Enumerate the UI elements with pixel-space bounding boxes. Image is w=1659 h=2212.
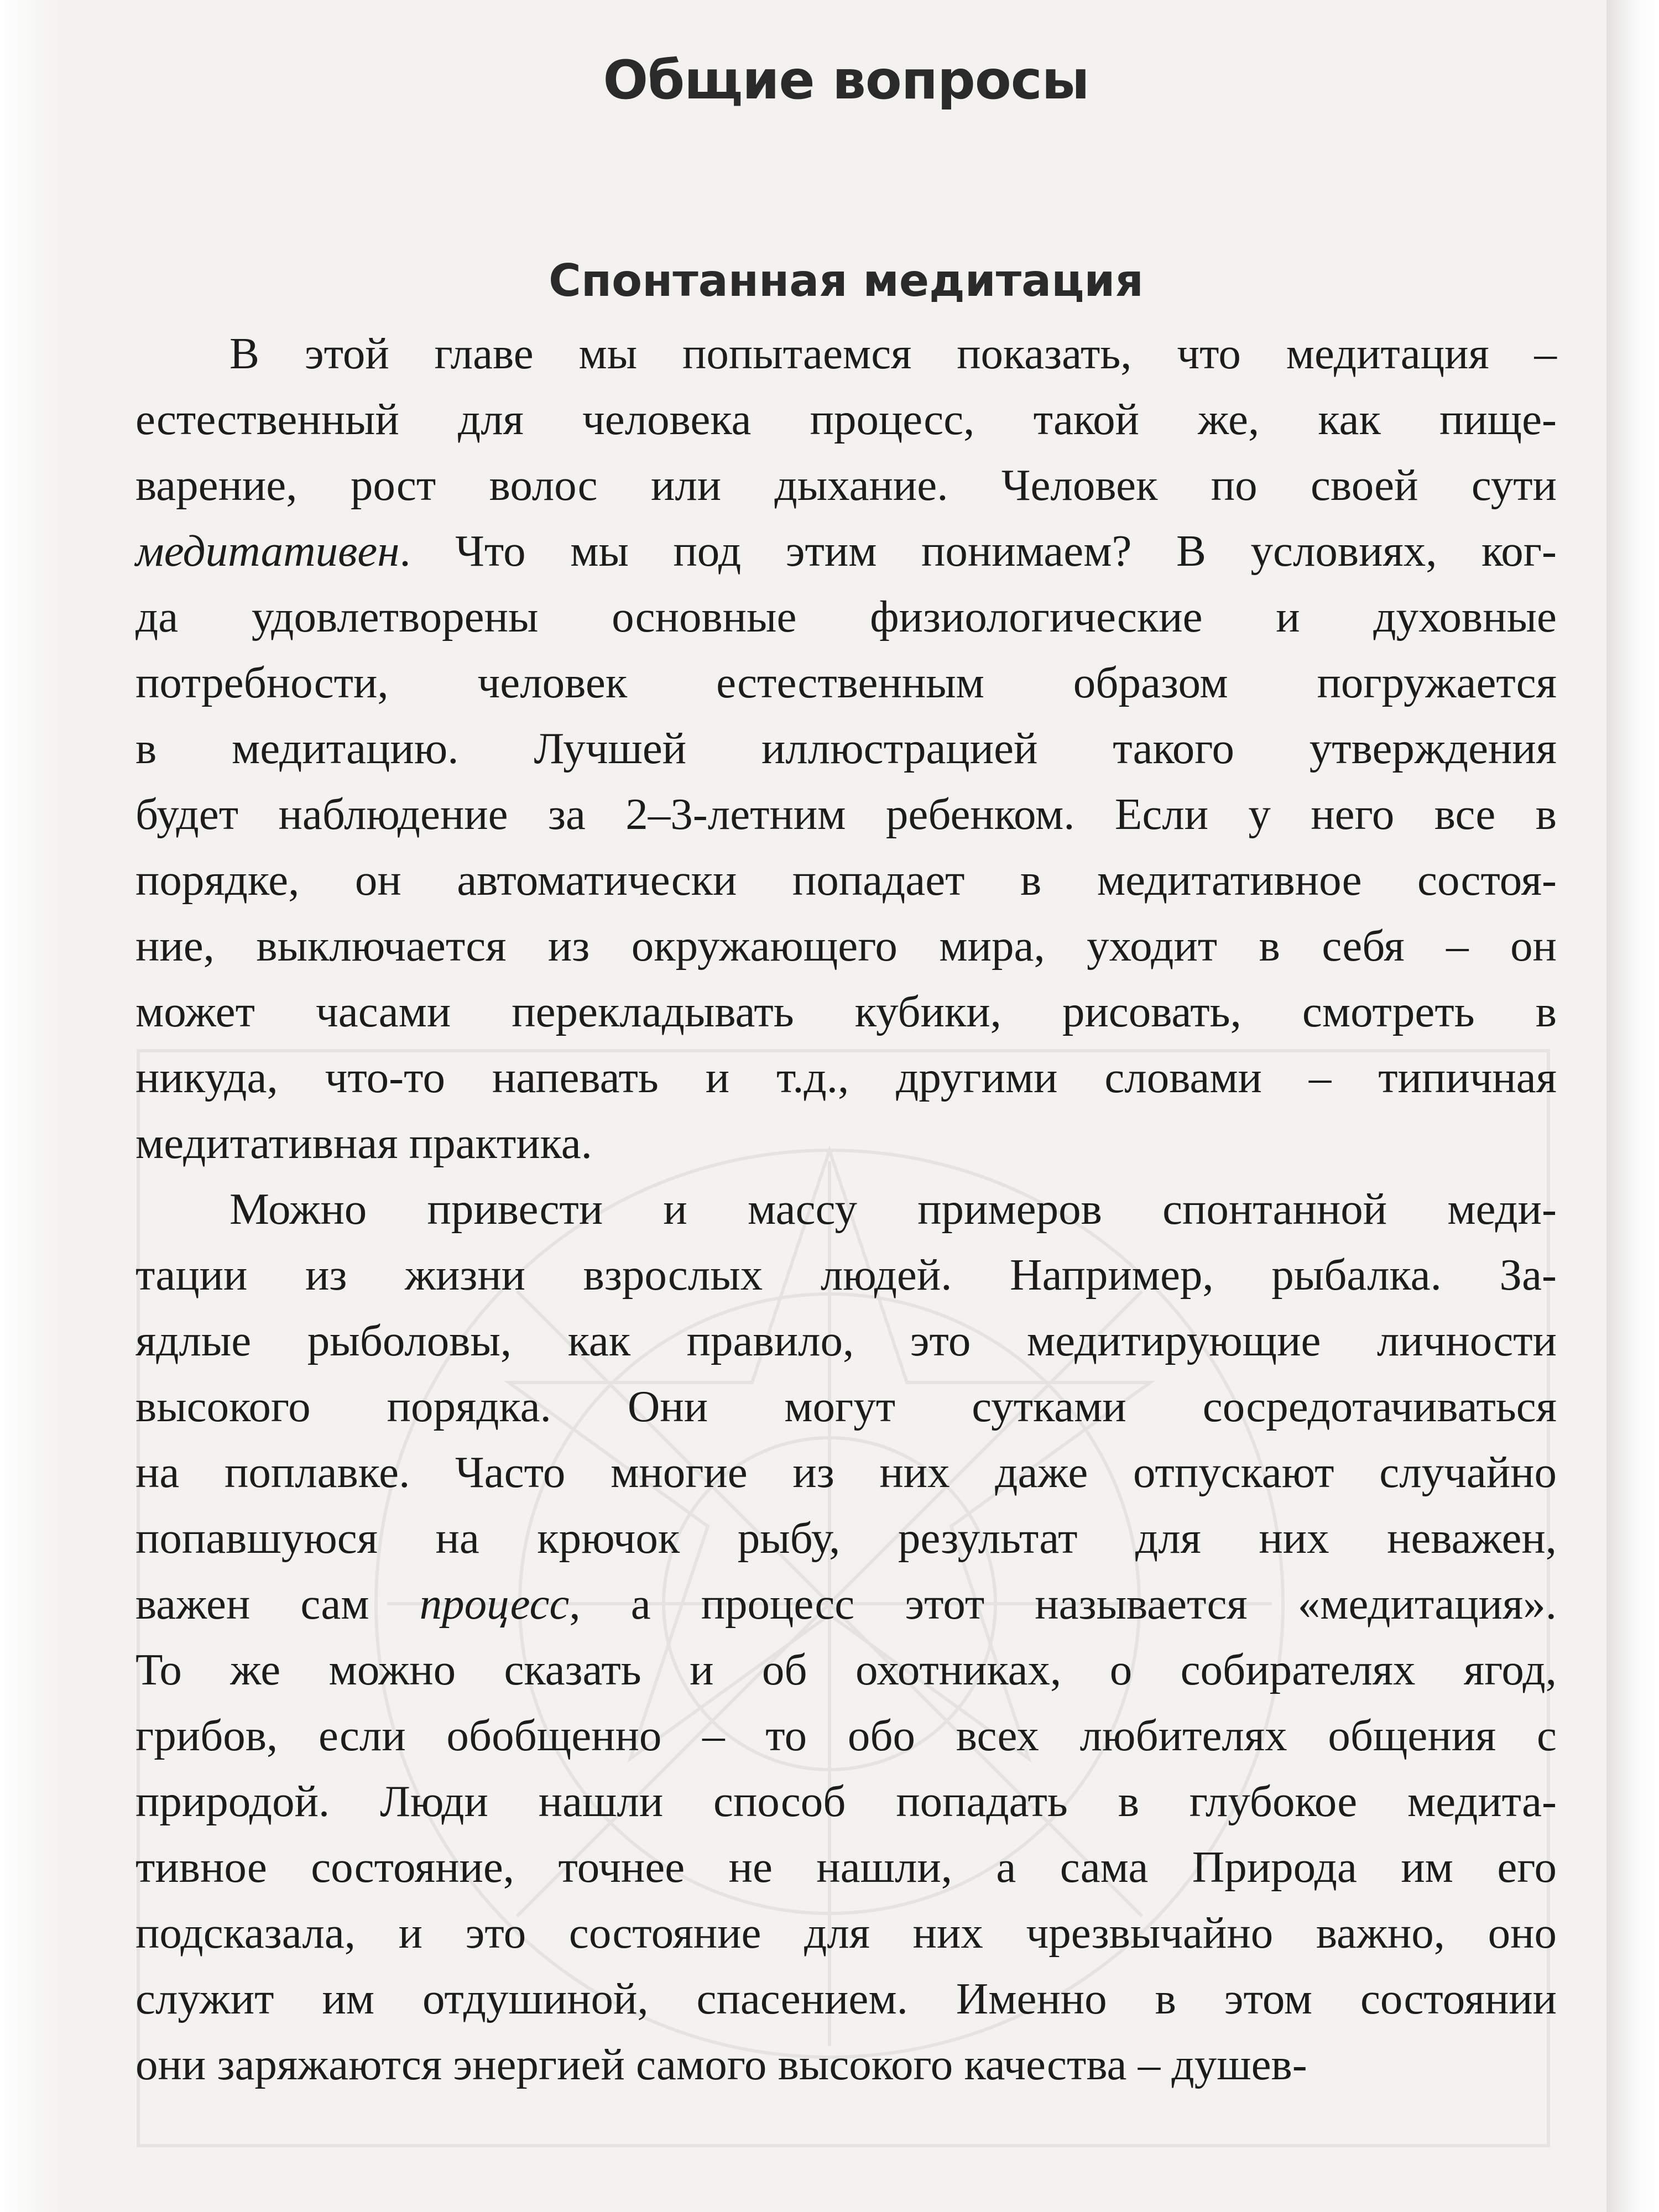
page-edge (1606, 0, 1659, 2212)
text-run: медитативная практика. (135, 1118, 592, 1168)
text-run: ядлые рыболовы, как правило, это медитирующие личности (135, 1316, 1557, 1365)
text-run: Можно привести и массу примеров спонтанной меди- (229, 1184, 1557, 1234)
text-line (135, 1834, 1557, 1900)
text-run: попавшуюся на крючок рыбу, результат для них неважен, (135, 1513, 1557, 1563)
text-run: . Что мы под этим понимаем? В условиях, ког- (399, 526, 1557, 576)
text-line (135, 1374, 1557, 1439)
page-gutter-shadow (0, 0, 61, 2212)
text-line (135, 1110, 1557, 1176)
text-run: тивное состояние, точнее не нашли, а сама Природа им его (135, 1842, 1557, 1892)
text-line (135, 979, 1557, 1045)
text-line (135, 518, 1557, 584)
text-run: служит им отдушиной, спасением. Именно в этом состоянии (135, 1974, 1557, 2023)
text-run: тации из жизни взрослых людей. Например, рыбалка. За- (135, 1250, 1557, 1300)
section-heading: Спонтанная медитация (549, 255, 1144, 306)
text-line (135, 1768, 1557, 1834)
text-run: То же можно сказать и об охотниках, о собирателях ягод, (135, 1645, 1557, 1694)
text-line (135, 781, 1557, 847)
text-line (135, 1637, 1557, 1703)
text-line (135, 1703, 1557, 1768)
text-run: будет наблюдение за 2–3-летним ребенком. Если у него все в (135, 789, 1557, 839)
text-run: порядке, он автоматически попадает в медитативное состоя- (135, 855, 1557, 905)
text-run: да удовлетворены основные физиологические и духовные (135, 592, 1557, 641)
text-run: варение, рост волос или дыхание. Человек по своей сути (135, 460, 1557, 510)
text-run: высокого порядка. Они могут сутками сосредотачиваться (135, 1381, 1557, 1431)
text-line (135, 847, 1557, 913)
text-line (135, 1966, 1557, 2032)
text-run: на поплавке. Часто многие из них даже отпускают случайно (135, 1447, 1557, 1497)
text-line (135, 716, 1557, 781)
text-run: потребности, человек естественным образом погружается (135, 658, 1557, 707)
text-line (135, 1242, 1557, 1308)
text-line (135, 1176, 1557, 1242)
text-line (135, 1505, 1557, 1571)
paragraph (135, 321, 1557, 1176)
text-run: естественный для человека процесс, такой же, как пище- (135, 394, 1557, 444)
page-content (135, 39, 1557, 2098)
text-run: подсказала, и это состояние для них чрезвычайно важно, оно (135, 1908, 1557, 1958)
text-line (135, 584, 1557, 650)
text-line (135, 913, 1557, 979)
text-line (135, 1045, 1557, 1110)
chapter-heading: Общие вопросы (603, 49, 1089, 111)
text-line (135, 321, 1557, 387)
text-line (135, 1571, 1557, 1637)
text-line (135, 1900, 1557, 1966)
text-line (135, 452, 1557, 518)
text-run: , а процесс этот называется «медитация». (569, 1579, 1557, 1629)
text-run: никуда, что-то напевать и т.д., другими словами – типичная (135, 1052, 1557, 1102)
text-run: природой. Люди нашли способ попадать в глубокое медита- (135, 1776, 1557, 1826)
text-line (135, 650, 1557, 716)
paragraph (135, 1176, 1557, 2098)
text-line (135, 1308, 1557, 1374)
text-run: ние, выключается из окружающего мира, уходит в себя – он (135, 921, 1557, 971)
text-line (135, 387, 1557, 452)
body-text (135, 321, 1557, 2098)
text-run: важен сам (135, 1579, 420, 1629)
italic-text: процесс (419, 1579, 570, 1629)
italic-text: медитативен (135, 526, 400, 576)
text-run: в медитацию. Лучшей иллюстрацией такого утверждения (135, 723, 1557, 773)
text-line (135, 1439, 1557, 1505)
text-run: они заряжаются энергией самого высокого качества – душев- (135, 2039, 1307, 2089)
text-run: грибов, если обобщенно – то обо всех любителях общения с (135, 1710, 1557, 1760)
text-run: В этой главе мы попытаемся показать, что медитация – (229, 328, 1557, 378)
text-run: может часами перекладывать кубики, рисовать, смотреть в (135, 987, 1557, 1036)
text-line (135, 2032, 1557, 2098)
